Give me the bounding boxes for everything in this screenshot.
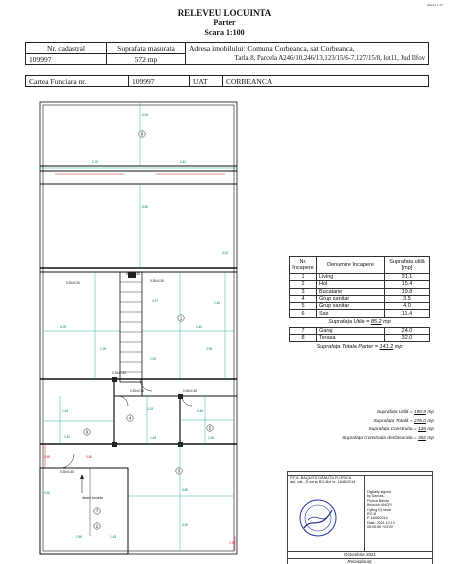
dimension-label: 3.42	[180, 160, 186, 164]
summary-line	[300, 435, 434, 444]
table-row	[290, 281, 430, 288]
room-number: 6	[86, 430, 89, 435]
row-nr: 7	[290, 327, 317, 334]
dimension-label: 6.05	[60, 325, 66, 329]
util-label: Suprafața Utila =	[328, 319, 369, 325]
dimension-label: 2.55	[208, 436, 214, 440]
dimension-label: 0.20x0.30	[130, 389, 144, 393]
dimension-label: 0.30x0.30	[112, 371, 126, 375]
summary-label: Suprafața Totală =	[373, 419, 412, 424]
signature-line: by Danuta-	[367, 494, 430, 498]
official-stamp	[298, 498, 338, 538]
dimension-label: 4.02	[222, 251, 228, 255]
signature-line: Bvlocoh ANCPI	[367, 503, 430, 507]
cf-value: 109997	[129, 76, 190, 87]
util-total-row	[290, 317, 430, 327]
adresa-label: Adresa imobilului: Comuna Corbeanca, sat Corbeanca,	[186, 43, 429, 54]
grand-total-row	[290, 342, 430, 352]
dimension-label: 6.80	[182, 488, 188, 492]
room-number: 2	[96, 524, 99, 529]
dimension-label: 6.80	[142, 205, 148, 209]
dimension-label: 0.50	[44, 491, 50, 495]
row-nr: 4	[290, 295, 317, 302]
row-area: 4.0	[385, 303, 430, 310]
signature-line: 05:05:56 +03'00'	[367, 525, 430, 529]
uat-label: UAT	[190, 76, 223, 87]
table-row	[290, 310, 430, 317]
receptionat-label: Recepționat,	[347, 559, 372, 564]
cf-label: Cartea Funciara nr.	[26, 76, 129, 87]
room-number: 3	[178, 469, 181, 474]
util-unit: mp	[383, 319, 391, 325]
dimension-label: 2.76	[92, 160, 98, 164]
util-value: 85.2	[371, 319, 382, 325]
total-label: Suprafața Totala Parter =	[317, 344, 378, 350]
table-row	[290, 327, 430, 334]
row-nr: 3	[290, 288, 317, 295]
signature-line: Cyting D) seria	[367, 508, 430, 512]
room-number: 8	[141, 132, 144, 137]
summary-value: 276.0	[414, 419, 426, 424]
row-name: Grup sanitar	[317, 295, 385, 302]
row-name: Grup sanitar	[317, 303, 385, 310]
table-row	[290, 303, 430, 310]
room-table	[289, 256, 430, 351]
table-row	[290, 274, 430, 281]
dimension-label: 1.00	[150, 357, 156, 361]
row-name: Hol	[317, 281, 385, 288]
dimension-label: 4.46	[197, 409, 203, 413]
header-table	[25, 42, 429, 65]
signature-line: RO-B	[367, 512, 430, 516]
summary-label: Suprafața Utilă =	[377, 410, 413, 415]
row-nr: 6	[290, 310, 317, 317]
suprafata-value: 572 mp	[107, 54, 186, 65]
floor-plan	[0, 96, 285, 563]
summary-label: Suprafața Construita desfasurata =	[342, 436, 417, 441]
adresa-value: Tarla 8, Parcela A246/10,246/13,123/15/6-7,127/15/8, lot11, Jud Ilfov	[186, 54, 429, 65]
dimension-label: 2.50	[76, 535, 82, 539]
uat-value: CORBEANCA	[223, 76, 429, 87]
signature-line: Florica Baiuta	[367, 499, 430, 503]
summary-block	[300, 409, 434, 443]
row-area: 15.4	[385, 281, 430, 288]
dimension-label: 1.48	[150, 436, 156, 440]
firm-authorization: aut. cat., D seria RO-Bxf nr. 1648/2014	[290, 480, 362, 484]
row-area: 3.5	[385, 295, 430, 302]
dimension-label: 0.80	[86, 455, 92, 459]
summary-value: 302	[418, 436, 426, 441]
suprafata-label: Suprafata masurata	[107, 43, 186, 54]
row-name: Sas	[317, 310, 385, 317]
col-header-nr: Nr. încapere	[290, 257, 317, 274]
row-name: Living	[317, 274, 385, 281]
date-cell	[288, 552, 433, 559]
dimension-label: 0.20x0.30	[126, 272, 140, 276]
firm-name: P.F.A. BAQUITĂ DĂNUȚA FLORICA	[290, 476, 362, 480]
row-nr: 5	[290, 303, 317, 310]
total-unit: mp	[395, 344, 403, 350]
summary-unit: mp	[427, 410, 434, 415]
dimension-label: 6.00	[142, 113, 148, 117]
summary-value: 138	[418, 427, 426, 432]
summary-unit: mp	[427, 427, 434, 432]
dimension-label: 1.40	[64, 435, 70, 439]
row-nr: 8	[290, 335, 317, 342]
row-nr: 2	[290, 281, 317, 288]
table-row	[290, 335, 430, 342]
dimension-label: 5.50	[182, 523, 188, 527]
dimension-label: 0.30x0.30	[60, 470, 74, 474]
signature-line: Date: 2021.10.13	[367, 521, 430, 525]
room-number: 4	[129, 416, 132, 421]
dimension-label: 0.30x0.30	[66, 281, 80, 285]
dimension-label: 0.97	[152, 299, 158, 303]
page-subtitle: Parter	[0, 18, 449, 27]
col-header-name: Denumire încapere	[317, 257, 385, 274]
row-area: 11.4	[385, 310, 430, 317]
entry-label: intrare locuinta	[82, 496, 103, 500]
annex-label: Anexa 1.37	[427, 3, 443, 7]
summary-unit: mp	[427, 419, 434, 424]
summary-line	[300, 409, 434, 418]
row-name: Terasa	[317, 335, 385, 342]
signature-table	[287, 471, 433, 564]
table-row	[290, 295, 430, 302]
dimension-label: 1.46	[214, 301, 220, 305]
page-title: RELEVEU LOCUINTA	[0, 8, 449, 18]
dimension-label: 1.84	[62, 409, 68, 413]
stamp-cell	[288, 476, 365, 552]
summary-value: 190.9	[414, 410, 426, 415]
row-name: Garaj	[317, 327, 385, 334]
nr-cadastral-value: 109997	[26, 54, 107, 65]
col-header-area: Suprafata utilă [mp]	[385, 257, 430, 274]
room-number: 7	[96, 509, 99, 514]
signature-line: P-1648/2014	[367, 516, 430, 520]
summary-line	[300, 418, 434, 427]
summary-unit: mp	[427, 436, 434, 441]
row-nr: 1	[290, 274, 317, 281]
dimension-label: 0.30x0.30	[183, 389, 197, 393]
dimension-label: 0.85	[44, 455, 50, 459]
total-value: 141.2	[380, 344, 394, 350]
cf-table	[25, 75, 429, 87]
dimension-label: 1.05	[100, 347, 106, 351]
row-area: 19.8	[385, 288, 430, 295]
summary-line	[300, 426, 434, 435]
dimension-label: 2.95	[206, 347, 212, 351]
table-row	[290, 288, 430, 295]
document-date: Octombrie 2021	[344, 552, 376, 557]
row-area: 31.1	[385, 274, 430, 281]
digital-signature	[365, 476, 433, 552]
room-number: 5	[209, 426, 212, 431]
dimension-label: 0.30x0.30	[150, 279, 164, 283]
dimension-label: 1.48	[110, 535, 116, 539]
row-area: 24.0	[385, 327, 430, 334]
dimension-label: 2.90	[229, 541, 235, 545]
row-area: 32.0	[385, 335, 430, 342]
summary-label: Suprafața Construita =	[368, 427, 416, 432]
room-number: 1	[180, 316, 183, 321]
page-scale: Scara 1:100	[0, 28, 449, 37]
dimension-label: 1.03	[147, 407, 153, 411]
signature-line: Digitally signed	[367, 490, 430, 494]
dimension-label: 3.45	[196, 325, 202, 329]
nr-cadastral-label: Nr. cadastral	[26, 43, 107, 54]
row-name: Bucatarie	[317, 288, 385, 295]
reception-cell	[288, 559, 433, 564]
